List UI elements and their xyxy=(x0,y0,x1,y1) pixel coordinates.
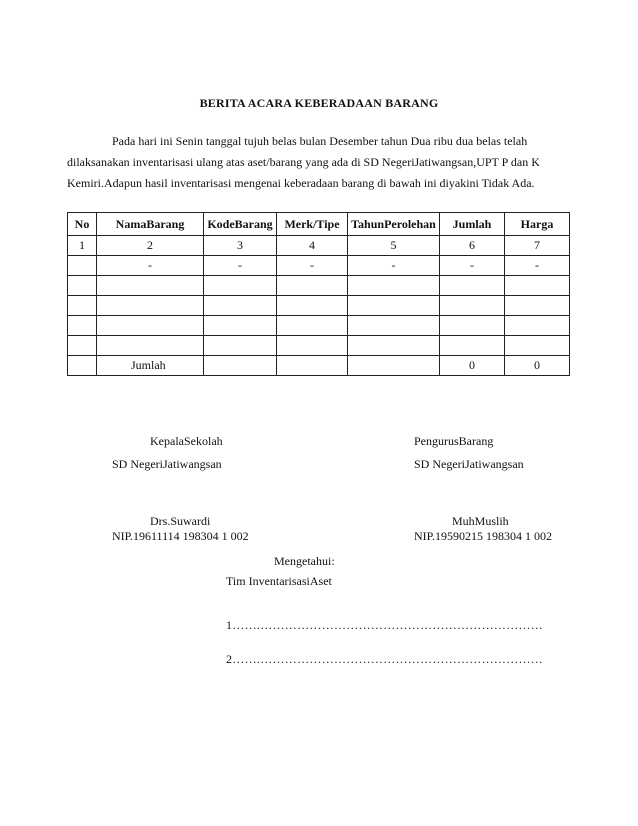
paragraph-line-2: dilaksanakan inventarisasi ulang atas aset/barang yang ada di SD NegeriJatiwangsan,UPT P dan K xyxy=(67,155,540,169)
inventory-table xyxy=(67,212,570,376)
table-row xyxy=(68,296,570,316)
table-cell xyxy=(505,316,570,336)
table-cell xyxy=(68,296,97,316)
acknowledge-line-1: 1…….…………………………………………………………… xyxy=(226,618,544,632)
table-cell xyxy=(440,296,505,316)
table-cell xyxy=(440,316,505,336)
table-cell xyxy=(505,276,570,296)
header-nama-barang: NamaBarang xyxy=(97,213,204,236)
table-cell xyxy=(68,276,97,296)
total-harga: 0 xyxy=(505,356,570,376)
table-cell: 6 xyxy=(440,236,505,256)
table-cell xyxy=(440,276,505,296)
table-cell xyxy=(204,316,277,336)
right-signer-nip: NIP.19590215 198304 1 002 xyxy=(414,529,553,543)
table-cell xyxy=(97,316,204,336)
table-cell xyxy=(204,336,277,356)
right-signer-role: PengurusBarang xyxy=(414,434,494,448)
table-cell: 5 xyxy=(348,236,440,256)
table-row xyxy=(68,316,570,336)
table-cell: 3 xyxy=(204,236,277,256)
table-cell xyxy=(97,336,204,356)
table-row xyxy=(68,256,570,276)
total-jumlah: 0 xyxy=(440,356,505,376)
table-cell xyxy=(68,356,97,376)
table-cell xyxy=(97,296,204,316)
table-cell: - xyxy=(277,256,348,276)
table-cell xyxy=(68,336,97,356)
table-cell xyxy=(505,296,570,316)
table-row xyxy=(68,236,570,256)
table-cell xyxy=(68,316,97,336)
paragraph-line-1: Pada hari ini Senin tanggal tujuh belas bulan Desember tahun Dua ribu dua belas telah xyxy=(112,134,528,148)
left-signer-nip: NIP.19611114 198304 1 002 xyxy=(112,529,249,543)
table-cell: - xyxy=(505,256,570,276)
table-cell xyxy=(277,296,348,316)
table-cell: 4 xyxy=(277,236,348,256)
table-cell: - xyxy=(348,256,440,276)
table-cell: 2 xyxy=(97,236,204,256)
table-header-row xyxy=(68,213,570,236)
header-jumlah: Jumlah xyxy=(440,213,505,236)
right-signer-name: MuhMuslih xyxy=(452,514,509,528)
header-no: No xyxy=(68,213,97,236)
paragraph-line-3: Kemiri.Adapun hasil inventarisasi mengenai keberadaan barang di bawah ini diyakini Tidak Ada. xyxy=(67,176,535,190)
table-cell: - xyxy=(440,256,505,276)
table-cell xyxy=(204,276,277,296)
acknowledge-line-2: 2…….…………………………………………………………… xyxy=(226,652,544,666)
table-cell xyxy=(277,336,348,356)
left-signer-org: SD NegeriJatiwangsan xyxy=(112,457,222,471)
acknowledge-team: Tim InventarisasiAset xyxy=(226,574,332,588)
header-merk-tipe: Merk/Tipe xyxy=(277,213,348,236)
document-title: BERITA ACARA KEBERADAAN BARANG xyxy=(199,96,439,110)
table-cell xyxy=(348,316,440,336)
table-row xyxy=(68,336,570,356)
total-label: Jumlah xyxy=(97,356,204,376)
table-cell xyxy=(204,356,277,376)
table-cell xyxy=(277,356,348,376)
table-cell xyxy=(348,356,440,376)
header-tahun-perolehan: TahunPerolehan xyxy=(348,213,440,236)
table-cell xyxy=(348,296,440,316)
table-cell: 7 xyxy=(505,236,570,256)
table-row xyxy=(68,276,570,296)
header-harga: Harga xyxy=(505,213,570,236)
table-cell xyxy=(505,336,570,356)
table-cell: - xyxy=(97,256,204,276)
right-signer-org: SD NegeriJatiwangsan xyxy=(414,457,524,471)
table-cell xyxy=(440,336,505,356)
table-total-row xyxy=(68,356,570,376)
table-cell xyxy=(97,276,204,296)
table-cell xyxy=(277,316,348,336)
table-cell xyxy=(348,336,440,356)
table-cell xyxy=(204,296,277,316)
table-cell: - xyxy=(204,256,277,276)
left-signer-name: Drs.Suwardi xyxy=(150,514,211,528)
table-cell xyxy=(277,276,348,296)
header-kode-barang: KodeBarang xyxy=(204,213,277,236)
table-cell xyxy=(348,276,440,296)
table-cell: 1 xyxy=(68,236,97,256)
acknowledge-label: Mengetahui: xyxy=(274,554,335,568)
table-cell xyxy=(68,256,97,276)
left-signer-role: KepalaSekolah xyxy=(150,434,223,448)
